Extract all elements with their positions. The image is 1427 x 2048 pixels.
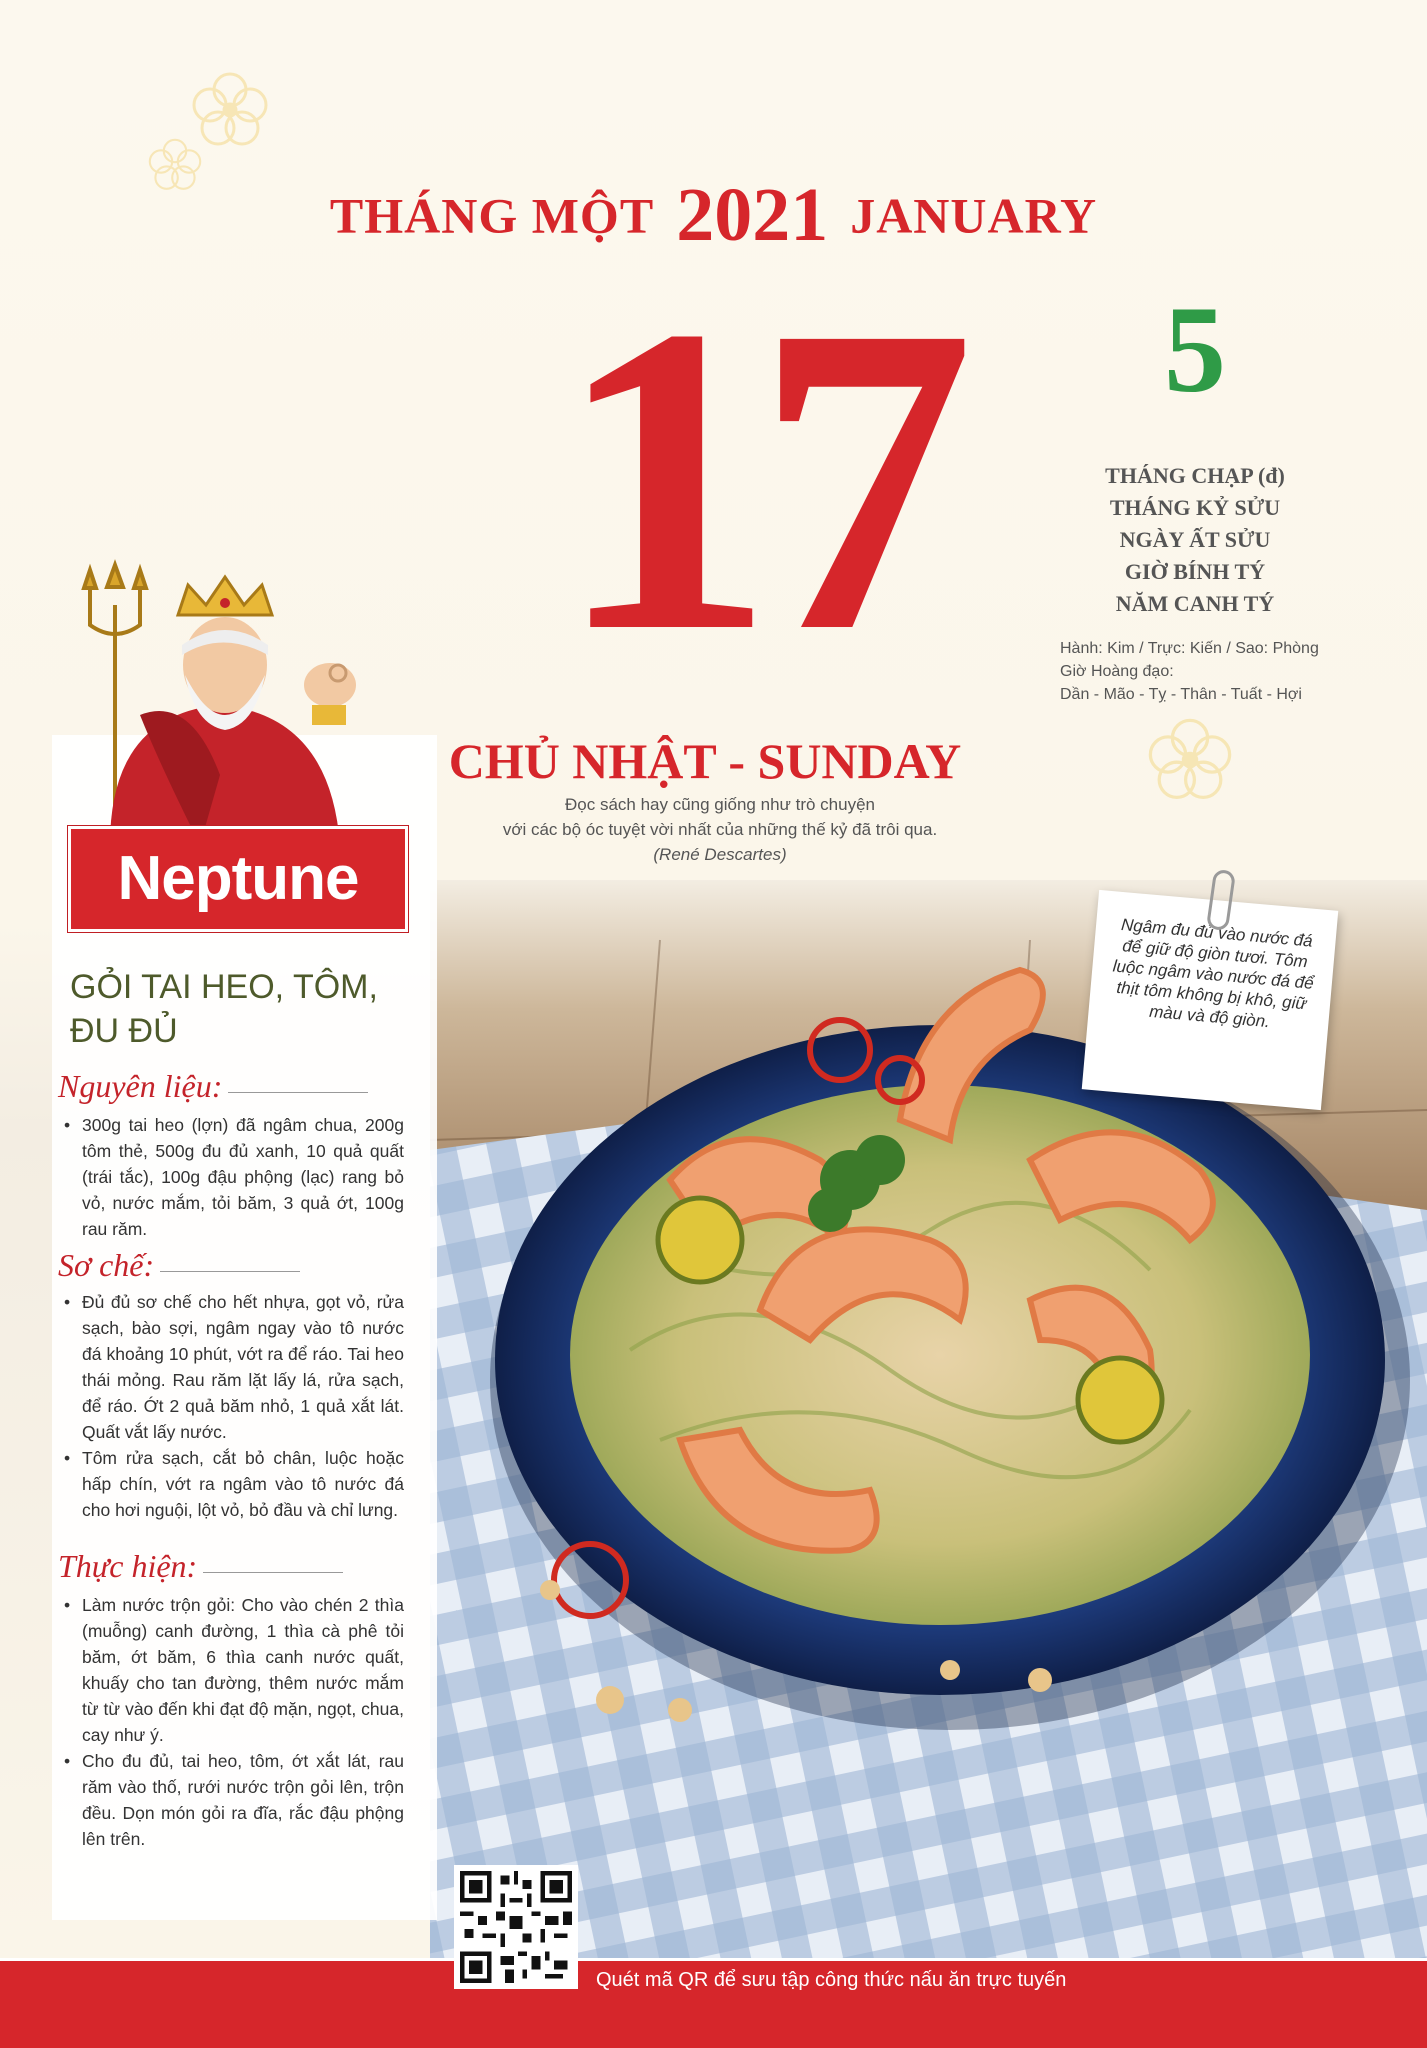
quote-line: với các bộ óc tuyệt vời nhất của những thế kỷ đã trôi qua. — [502, 820, 938, 839]
recipe-title — [70, 965, 400, 1053]
lunar-day: 5 — [1164, 281, 1226, 418]
lunar-line: NGÀY ẤT SỬU — [1119, 527, 1271, 552]
qr-code[interactable] — [454, 1865, 578, 1989]
list-item: • Đủ đủ sơ chế cho hết nhựa, gọt vỏ, rửa sạch, bào sợi, ngâm ngay vào tô nước đá khoảng 10 phút, vớt ra để ráo. Tai heo thái mỏng. Rau răm lặt lấy lá, rửa sạch, để ráo. Ớt 2 quả băm nhỏ, 1 quả xắt lát. Quất vắt lấy nước. — [64, 1289, 404, 1445]
lunar-line: THÁNG KỶ SỬU — [1109, 495, 1281, 520]
tip-note-text: Ngâm đu đủ vào nước đá để giữ độ giòn tươi. Tôm luộc ngâm vào nước đá để thịt tôm không bị khô, giữ màu và độ giòn. — [1111, 915, 1315, 1032]
lunar-line: GIỜ BÍNH TÝ — [1124, 559, 1266, 584]
lunar-line: NĂM CANH TÝ — [1115, 591, 1275, 616]
footer-text: Quét mã QR để sưu tập công thức nấu ăn trực tuyến — [596, 1969, 1067, 1991]
prep-heading: Sơ chế: — [58, 1247, 300, 1284]
quote-author: (René Descartes) — [653, 845, 787, 864]
month-en: JANUARY — [850, 187, 1098, 244]
day-number: 17 — [555, 236, 955, 723]
qr-code-icon — [460, 1871, 572, 1983]
brand-logo: Neptune — [68, 826, 408, 932]
neptune-mascot — [70, 545, 420, 845]
list-item: • 300g tai heo (lợn) đã ngâm chua, 200g tôm thẻ, 500g đu đủ xanh, 10 quả quất (trái tắc), 100g đậu phộng (lạc) rang bỏ vỏ, nước mắm, tỏi băm, 3 quả ớt, 100g rau răm. — [64, 1112, 404, 1242]
recipe-title-line: ĐU ĐỦ — [70, 1012, 178, 1050]
flower-decoration — [1135, 705, 1245, 815]
lunar-info — [1090, 460, 1300, 620]
list-item: • Cho đu đủ, tai heo, tôm, ớt xắt lát, rau răm vào thố, rưới nước trộn gỏi lên, trộn đều. Dọn món gỏi ra đĩa, rắc đậu phộng lên trên. — [64, 1748, 404, 1852]
hours-label: Giờ Hoàng đạo: — [1060, 663, 1174, 680]
ingredients-list — [64, 1112, 404, 1242]
quote — [445, 792, 995, 867]
quote-line: Đọc sách hay cũng giống như trò chuyện — [564, 795, 876, 814]
element-info — [1060, 637, 1390, 706]
year: 2021 — [676, 173, 829, 257]
auspicious-hours: Dần - Mão - Tỵ - Thân - Tuất - Hợi — [1060, 686, 1302, 703]
recipe-title-line: GỎI TAI HEO, TÔM, — [70, 968, 378, 1006]
method-list — [64, 1592, 404, 1852]
method-heading: Thực hiện: — [58, 1548, 343, 1585]
weekday: CHỦ NHẬT - SUNDAY — [448, 733, 962, 789]
element-line: Hành: Kim / Trực: Kiến / Sao: Phòng — [1060, 640, 1319, 657]
prep-list — [64, 1289, 404, 1523]
month-vi: THÁNG MỘT — [329, 187, 655, 244]
list-item: • Tôm rửa sạch, cắt bỏ chân, luộc hoặc hấp chín, vớt ra ngâm vào tô nước đá cho hơi nguội, lột vỏ, bỏ đầu và chỉ lưng. — [64, 1445, 404, 1523]
ingredients-heading: Nguyên liệu: — [58, 1068, 368, 1105]
list-item: • Làm nước trộn gỏi: Cho vào chén 2 thìa (muỗng) canh đường, 1 thìa cà phê tỏi băm, ớt băm, 6 thìa canh nước quất, khuấy cho tan đường, thêm nước mắm từ từ vào đến khi đạt độ mặn, ngọt, chua, cay như ý. — [64, 1592, 404, 1748]
lunar-line: THÁNG CHẠP (đ) — [1105, 463, 1285, 488]
